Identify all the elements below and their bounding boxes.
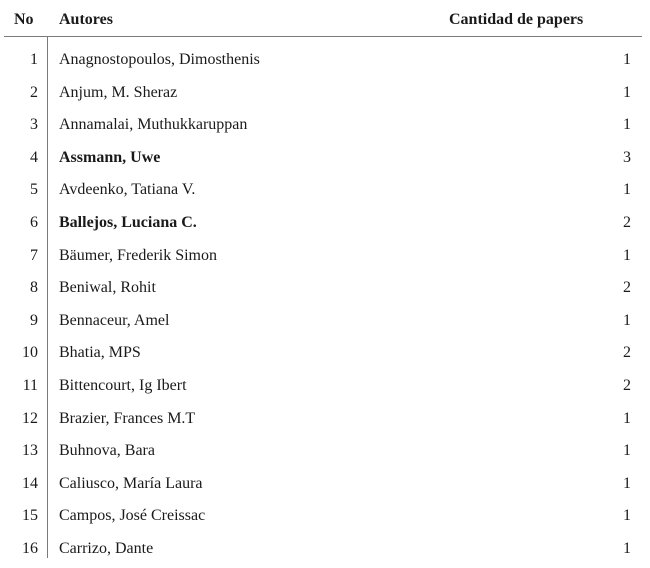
table-row <box>0 533 650 566</box>
paper-count: 1 <box>623 539 631 557</box>
author-name: Carrizo, Dante <box>59 539 154 557</box>
paper-count: 2 <box>623 279 631 297</box>
author-name: Anagnostopoulos, Dimosthenis <box>59 51 260 68</box>
row-number: 15 <box>22 507 38 525</box>
paper-count: 1 <box>623 116 631 134</box>
author-name: Anjum, M. Sheraz <box>59 83 178 101</box>
row-number: 8 <box>30 279 38 297</box>
table-row <box>0 500 650 533</box>
table-header <box>0 0 650 37</box>
author-name: Campos, José Creissac <box>59 507 206 525</box>
paper-count: 1 <box>623 246 631 264</box>
paper-count: 2 <box>623 213 631 231</box>
author-name: Ballejos, Luciana C. <box>59 213 197 231</box>
author-name: Avdeenko, Tatiana V. <box>59 181 196 199</box>
paper-count: 1 <box>623 181 631 199</box>
author-name: Assmann, Uwe <box>59 148 161 166</box>
table-row <box>0 44 650 77</box>
row-number: 16 <box>22 539 38 557</box>
author-name: Bhatia, MPS <box>59 344 141 362</box>
paper-count: 2 <box>623 376 631 394</box>
row-number: 4 <box>30 148 38 166</box>
paper-count: 2 <box>623 344 631 362</box>
table-row <box>0 435 650 468</box>
paper-count: 1 <box>623 442 631 460</box>
row-number: 13 <box>22 442 38 460</box>
author-name: Buhnova, Bara <box>59 442 155 460</box>
table-row <box>0 403 650 436</box>
row-number: 9 <box>30 311 38 329</box>
table-row <box>0 142 650 175</box>
row-number: 6 <box>30 213 38 231</box>
row-number: 2 <box>30 83 38 101</box>
paper-count: 3 <box>623 148 631 166</box>
paper-count: 1 <box>623 83 631 101</box>
table-row <box>0 109 650 142</box>
table-row <box>0 77 650 110</box>
table-row <box>0 272 650 305</box>
paper-count: 1 <box>623 311 631 329</box>
row-number: 10 <box>22 344 38 362</box>
author-name: Bittencourt, Ig Ibert <box>59 376 187 394</box>
author-name: Bäumer, Frederik Simon <box>59 246 217 264</box>
table-row <box>0 207 650 240</box>
paper-count: 1 <box>623 51 631 68</box>
row-number: 7 <box>30 246 38 264</box>
table-row <box>0 174 650 207</box>
author-name: Brazier, Frances M.T <box>59 409 196 427</box>
column-header-cantidad: Cantidad de papers <box>449 11 584 28</box>
paper-count: 1 <box>623 474 631 492</box>
row-number: 14 <box>22 474 38 492</box>
table-body <box>0 44 650 566</box>
author-name: Caliusco, María Laura <box>59 474 203 492</box>
row-number: 11 <box>22 376 38 394</box>
column-header-autores: Autores <box>59 11 113 28</box>
table-row <box>0 468 650 501</box>
author-name: Bennaceur, Amel <box>59 311 170 329</box>
author-name: Annamalai, Muthukkaruppan <box>59 116 248 134</box>
row-number: 1 <box>30 51 38 68</box>
paper-count: 1 <box>623 507 631 525</box>
table-row <box>0 337 650 370</box>
author-name: Beniwal, Rohit <box>59 279 156 297</box>
row-number: 12 <box>22 409 38 427</box>
table-row <box>0 305 650 338</box>
table-row <box>0 240 650 273</box>
row-number: 5 <box>30 181 38 199</box>
header-divider <box>4 36 642 37</box>
column-header-no: No <box>14 11 34 28</box>
table-row <box>0 370 650 403</box>
row-number: 3 <box>30 116 38 134</box>
paper-count: 1 <box>623 409 631 427</box>
